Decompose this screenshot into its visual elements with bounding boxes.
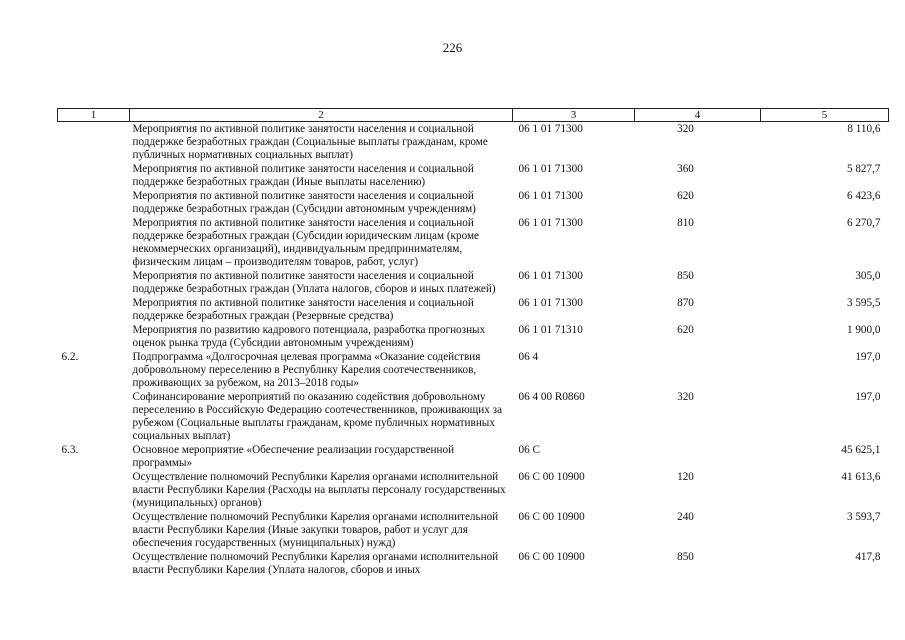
row-name: Мероприятия по развитию кадрового потенциала, разработка прогнозных оценок рынка труда (Субсидии автономным учреждениям) (132, 324, 486, 349)
table-row (58, 350, 889, 390)
table-row (58, 550, 889, 577)
row-code: 06 1 01 71300 (518, 297, 583, 309)
table-row (58, 323, 889, 350)
table-row (58, 296, 889, 323)
row-amount: 3 593,7 (846, 511, 881, 523)
row-amount: 6 423,6 (846, 190, 881, 202)
row-code: 06 С (518, 444, 540, 456)
budget-table (57, 108, 889, 577)
header-col-3: 3 (513, 109, 635, 122)
table-row (58, 443, 889, 470)
row-code: 06 1 01 71300 (518, 163, 583, 175)
row-number (58, 269, 130, 296)
row-number (58, 323, 130, 350)
row-number (58, 470, 130, 510)
row-code: 06 1 01 71300 (518, 190, 583, 202)
table-row (58, 269, 889, 296)
row-name: Мероприятия по активной политике занятости населения и социальной поддержке безработных граждан (Субсидии автономным учреждениям) (132, 190, 476, 215)
header-col-4: 4 (635, 109, 761, 122)
table-row (58, 470, 889, 510)
row-name: Мероприятия по активной политике занятости населения и социальной поддержке безработных граждан (Социальные выплаты гражданам, кроме публичных нормативных социальных выплат) (132, 123, 488, 161)
row-number (58, 122, 130, 163)
row-name: Мероприятия по активной политике занятости населения и социальной поддержке безработных граждан (Резервные средства) (132, 297, 474, 322)
row-amount: 197,0 (855, 351, 881, 363)
row-amount: 45 625,1 (841, 444, 881, 456)
header-row (58, 109, 889, 122)
row-amount: 305,0 (855, 270, 881, 282)
row-name: Софинансирование мероприятий по оказанию содействия добровольному переселению в Российскую Федерацию соотечественников, проживающих за рубежом (Социальные выплаты гражданам, кроме публичных нормативных социальных выплат) (132, 391, 503, 442)
row-type (635, 443, 761, 470)
row-amount: 3 595,5 (846, 297, 881, 309)
table-row (58, 122, 889, 163)
row-amount: 417,8 (855, 551, 881, 563)
row-amount: 8 110,6 (847, 123, 881, 135)
row-type: 320 (677, 391, 694, 403)
row-type: 620 (677, 190, 694, 202)
row-code: 06 С 00 10900 (518, 511, 585, 523)
row-number (58, 162, 130, 189)
row-name: Осуществление полномочий Республики Карелия органами исполнительной власти Республики Карелия (Иные закупки товаров, работ и услуг для обеспечения государственных (муниципальных) нужд) (132, 511, 499, 549)
row-number (58, 550, 130, 577)
page-number: 226 (442, 40, 463, 55)
row-code: 06 С 00 10900 (518, 471, 585, 483)
row-type: 240 (677, 511, 694, 523)
row-type (635, 350, 761, 390)
row-name: Осуществление полномочий Республики Карелия органами исполнительной власти Республики Карелия (Уплата налогов, сборов и иных (132, 551, 499, 576)
table-body (58, 122, 889, 578)
table-row (58, 162, 889, 189)
row-number: 6.2. (61, 351, 79, 363)
row-code: 06 1 01 71300 (518, 270, 583, 282)
row-number (58, 189, 130, 216)
header-col-5: 5 (761, 109, 889, 122)
row-type: 850 (677, 551, 694, 563)
row-number (58, 216, 130, 269)
row-amount: 41 613,6 (841, 471, 881, 483)
row-type: 360 (677, 163, 694, 175)
row-name: Осуществление полномочий Республики Карелия органами исполнительной власти Республики Карелия (Расходы на выплаты персоналу государственных (муниципальных) органов) (132, 471, 506, 509)
row-number (58, 510, 130, 550)
row-number (58, 390, 130, 443)
row-amount: 197,0 (855, 391, 881, 403)
row-type: 870 (677, 297, 694, 309)
header-col-2: 2 (130, 109, 513, 122)
row-amount: 6 270,7 (846, 217, 881, 229)
row-amount: 1 900,0 (846, 324, 881, 336)
row-code: 06 1 01 71310 (518, 324, 583, 336)
table-header (58, 109, 889, 122)
row-name: Мероприятия по активной политике занятости населения и социальной поддержке безработных граждан (Субсидии юридическим лицам (кроме некоммерческих организаций), индивидуальным предпринимателям, физическим лицам – производителям товаров, работ, услуг) (132, 217, 480, 268)
row-type: 850 (677, 270, 694, 282)
row-name: Основное мероприятие «Обеспечение реализации государственной программы» (132, 444, 455, 469)
row-name: Мероприятия по активной политике занятости населения и социальной поддержке безработных граждан (Иные выплаты населению) (132, 163, 474, 188)
row-name: Подпрограмма «Долгосрочная целевая программа «Оказание содействия добровольному переселению в Республику Карелия соотечественников, проживающих за рубежом, на 2013–2018 годы» (132, 351, 481, 389)
row-type: 810 (677, 217, 694, 229)
row-type: 120 (677, 471, 694, 483)
header-col-1: 1 (58, 109, 130, 122)
table-row (58, 510, 889, 550)
row-type: 620 (677, 324, 694, 336)
row-code: 06 1 01 71300 (518, 217, 583, 229)
row-code: 06 4 00 R0860 (518, 391, 585, 403)
row-name: Мероприятия по активной политике занятости населения и социальной поддержке безработных граждан (Уплата налогов, сборов и иных платежей) (132, 270, 496, 295)
row-type: 320 (677, 123, 694, 135)
table-row (58, 390, 889, 443)
row-number (58, 296, 130, 323)
row-amount: 5 827,7 (846, 163, 881, 175)
row-code: 06 4 (518, 351, 539, 363)
table-row (58, 189, 889, 216)
table-row (58, 216, 889, 269)
row-number: 6.3. (61, 444, 79, 456)
row-code: 06 1 01 71300 (518, 123, 583, 135)
row-code: 06 С 00 10900 (518, 551, 585, 563)
